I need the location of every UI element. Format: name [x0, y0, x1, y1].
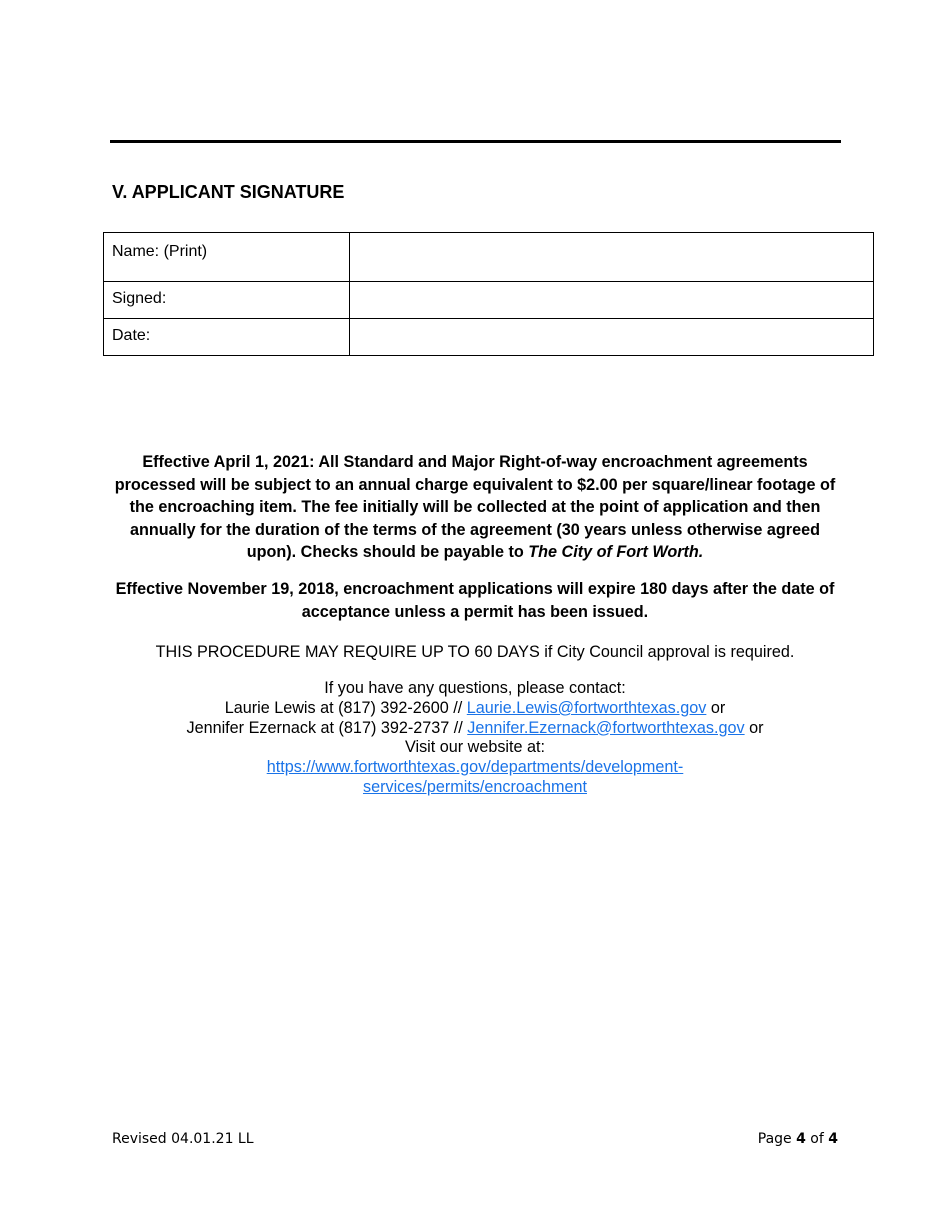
website-link[interactable]: https://www.fortworthtexas.gov/departments/development-	[266, 758, 684, 777]
table-row	[104, 233, 874, 282]
expiry-notice: Effective November 19, 2018, encroachment applications will expire 180 days after the date of acceptance unless a permit has been issued.	[115, 580, 835, 621]
jennifer-email-link[interactable]: Jennifer.Ezernack@fortworthtexas.gov	[467, 718, 745, 737]
signed-field[interactable]	[350, 282, 874, 319]
contact-intro: If you have any questions, please contact:	[324, 679, 626, 697]
fee-notice	[110, 451, 840, 564]
page-number: Page 4 of 4	[757, 1131, 838, 1147]
laurie-email-link[interactable]: Laurie.Lewis@fortworthtexas.gov	[466, 698, 707, 717]
contact-laurie: Laurie Lewis at (817) 392-2600 // Laurie.Lewis@fortworthtexas.gov or	[224, 698, 726, 717]
date-label: Date:	[104, 319, 350, 356]
signature-table	[103, 232, 874, 356]
name-print-label: Name: (Print)	[104, 233, 350, 282]
section-title: V. APPLICANT SIGNATURE	[112, 182, 345, 202]
revision-note: Revised 04.01.21 LL	[112, 1131, 254, 1147]
name-print-field[interactable]	[350, 233, 874, 282]
fee-notice-payee: The City of Fort Worth.	[528, 543, 704, 561]
fee-notice-text: Effective April 1, 2021: All Standard and Major Right-of-way encroachment agreements processed will be subject to an annual charge equivalent to $2.00 per square/linear footage of the encroaching item. The fee initially will be collected at the point of application and then annually for the duration of the terms of the agreement (30 years unless otherwise agreed upon). Checks should be payable to	[114, 453, 836, 561]
header-divider	[110, 140, 841, 143]
website-intro: Visit our website at:	[404, 738, 546, 757]
table-row	[104, 319, 874, 356]
website-link-continued[interactable]: services/permits/encroachment	[362, 777, 587, 796]
date-field[interactable]	[350, 319, 874, 356]
table-row	[104, 282, 874, 319]
contact-jennifer: Jennifer Ezernack at (817) 392-2737 // Jennifer.Ezernack@fortworthtexas.gov or	[186, 718, 764, 737]
contact-block	[110, 679, 840, 798]
procedure-notice: THIS PROCEDURE MAY REQUIRE UP TO 60 DAYS if City Council approval is required.	[155, 643, 795, 661]
signed-label: Signed:	[104, 282, 350, 319]
